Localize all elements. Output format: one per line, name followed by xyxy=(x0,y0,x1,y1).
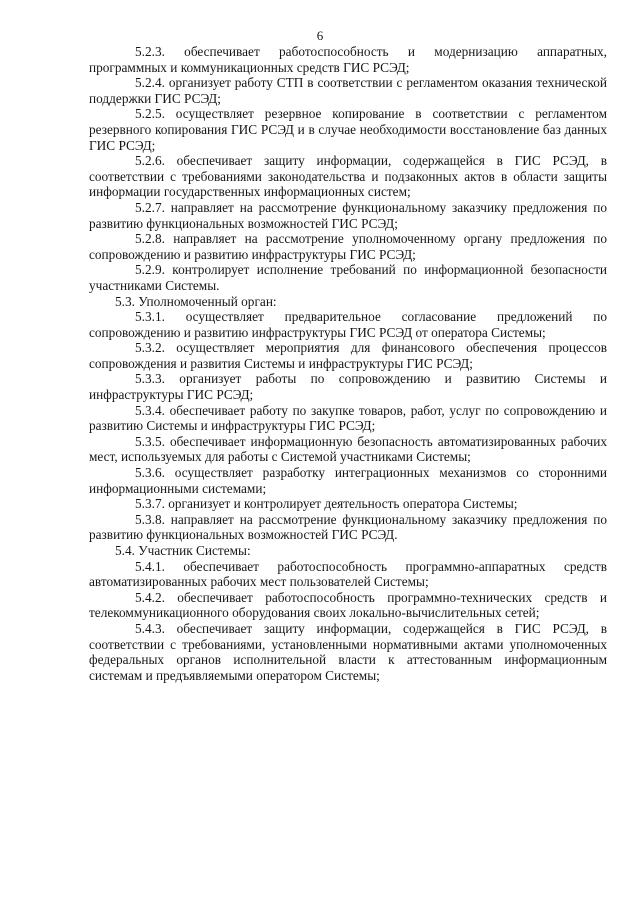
list-item: 5.3.2. осуществляет мероприятия для финансового обеспечения процессов сопровождения и развития Системы и инфраструктуры ГИС РСЭД; xyxy=(89,340,607,371)
list-item: 5.3.8. направляет на рассмотрение функциональному заказчику предложения по развитию функциональных возможностей ГИС РСЭД. xyxy=(89,511,607,543)
list-item: 5.2.4. организует работу СТП в соответствии с регламентом оказания технической поддержки ГИС РСЭД; xyxy=(89,75,607,106)
page-number: 6 xyxy=(316,28,324,43)
list-item: 5.3.6. осуществляет разработку интеграционных механизмов со сторонними информационными системами; xyxy=(89,465,607,496)
list-item: 5.3.5. обеспечивает информационную безопасность автоматизированных рабочих мест, используемых для работы с Системой участниками Системы; xyxy=(89,433,607,465)
list-item: 5.3.7. организует и контролирует деятельность оператора Системы; xyxy=(135,496,518,512)
section-heading: 5.4. Участник Системы: xyxy=(115,543,251,558)
list-item: 5.4.2. обеспечивает работоспособность программно-технических средств и телекоммуникационного оборудования своих локально-вычислительных сетей; xyxy=(89,589,607,621)
list-item: 5.2.5. осуществляет резервное копирование в соответствии с регламентом резервного копирования ГИС РСЭД и в случае необходимости восстановление баз данных ГИС РСЭД; xyxy=(89,106,607,153)
document-body xyxy=(89,44,607,683)
list-item: 5.3.3. организует работы по сопровождению и развитию Системы и инфраструктуры ГИС РСЭД; xyxy=(89,371,607,403)
list-item: 5.4.1. обеспечивает работоспособность программно-аппаратных средств автоматизированных рабочих мест пользователей Системы; xyxy=(89,558,607,590)
list-item: 5.2.6. обеспечивает защиту информации, содержащейся в ГИС РСЭД, в соответствии с требованиями законодательства и подзаконных актов в области защиты информации государственных информационных систем; xyxy=(89,153,607,200)
list-item: 5.3.1. осуществляет предварительное согласование предложений по сопровождению и развитию инфраструктуры ГИС РСЭД от оператора Системы; xyxy=(89,309,607,340)
list-item: 5.2.8. направляет на рассмотрение уполномоченному органу предложения по сопровождению и развитию инфраструктуры ГИС РСЭД; xyxy=(89,231,607,262)
list-item: 5.3.4. обеспечивает работу по закупке товаров, работ, услуг по сопровождению и развитию Системы и инфраструктуры ГИС РСЭД; xyxy=(89,402,607,434)
list-item: 5.2.9. контролирует исполнение требований по информационной безопасности участниками Системы. xyxy=(89,262,607,293)
list-item: 5.2.7. направляет на рассмотрение функциональному заказчику предложения по развитию функциональных возможностей ГИС РСЭД; xyxy=(89,199,607,231)
section-heading: 5.3. Уполномоченный орган: xyxy=(115,293,277,309)
list-item: 5.4.3. обеспечивает защиту информации, содержащейся в ГИС РСЭД, в соответствии с требованиями, установленными нормативными актами уполномоченных федеральных органов исполнительной власти к аттестованным информационным системам и предъявляемыми оператором Системы; xyxy=(89,620,607,683)
list-item: 5.2.3. обеспечивает работоспособность и модернизацию аппаратных, программных и коммуникационных средств ГИС РСЭД; xyxy=(89,44,607,75)
